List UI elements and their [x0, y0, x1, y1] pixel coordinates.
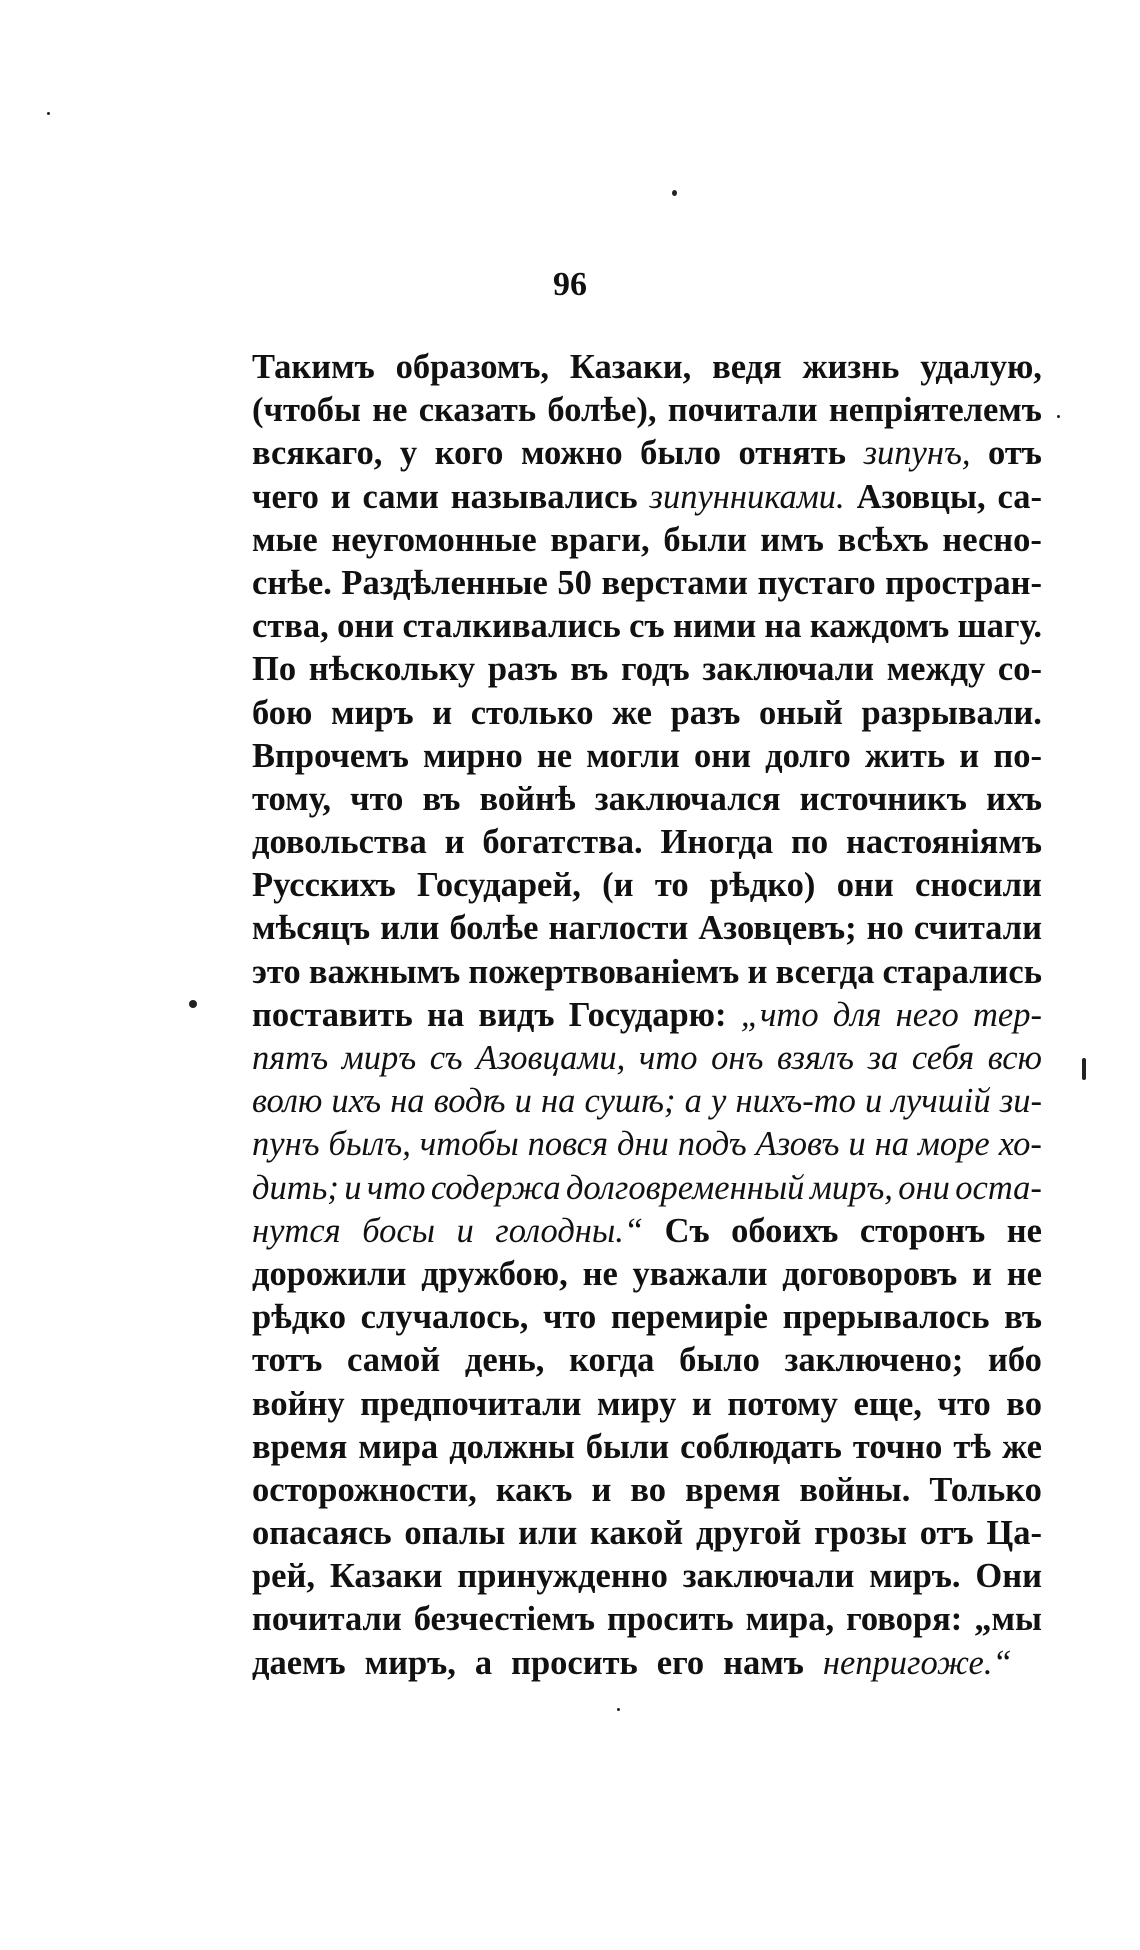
word: ихъ — [331, 1082, 382, 1121]
word: войны. — [799, 1470, 911, 1509]
word: почитали — [667, 391, 818, 430]
word: у — [711, 1082, 727, 1121]
word: болѣе — [449, 909, 539, 948]
word: зипунъ, — [863, 434, 971, 473]
word: на — [874, 1125, 909, 1164]
word: и — [330, 477, 351, 516]
word: по — [791, 823, 829, 862]
word: во — [1006, 1384, 1042, 1423]
word: безчестіемъ — [413, 1600, 595, 1639]
word: нутся — [252, 1211, 341, 1250]
body-text — [252, 346, 1042, 1685]
word: что — [350, 779, 404, 818]
word: и — [344, 1168, 362, 1207]
word: заключено; — [784, 1341, 964, 1380]
word: са- — [997, 477, 1042, 516]
word: прерывалось — [782, 1298, 990, 1337]
word: имъ — [760, 520, 824, 559]
word: не — [1006, 1254, 1042, 1293]
word: Ца- — [986, 1514, 1042, 1553]
word: могли — [586, 736, 680, 775]
word: тер- — [972, 995, 1042, 1034]
word: Впрочемъ — [252, 736, 409, 775]
scan-speck — [189, 1000, 197, 1008]
word: предпочитали — [360, 1384, 582, 1423]
word: дить; — [252, 1168, 339, 1207]
text-line — [252, 432, 1042, 475]
text-line — [252, 605, 1042, 648]
word: еще, — [853, 1384, 922, 1423]
word: день, — [464, 1341, 545, 1380]
scan-speck — [672, 190, 677, 196]
text-line — [252, 1037, 1042, 1080]
word: что — [937, 1384, 991, 1423]
word: рѣдко — [252, 1298, 347, 1337]
word: сторонъ — [859, 1211, 986, 1250]
word: старались — [882, 952, 1042, 991]
word: мирно — [423, 736, 523, 775]
word: его — [656, 1643, 705, 1682]
text-line — [252, 1383, 1042, 1426]
word: почитали — [252, 1600, 402, 1639]
word: какъ — [495, 1470, 573, 1509]
text-line — [252, 648, 1042, 691]
word: каждомъ — [809, 607, 950, 646]
word: чтобы — [419, 1125, 519, 1164]
text-line — [252, 951, 1042, 994]
word: отъ — [988, 434, 1042, 473]
text-line — [252, 519, 1042, 562]
word: перемиріе — [610, 1298, 768, 1337]
word: (и — [602, 866, 634, 905]
word: можно — [521, 434, 623, 473]
word: (чтобы — [252, 391, 361, 430]
word: миру — [596, 1384, 677, 1423]
word: по- — [993, 736, 1042, 775]
word: сами — [362, 477, 439, 516]
word: пожертвованіемъ — [468, 952, 740, 991]
text-line — [252, 562, 1042, 605]
word: когда — [569, 1341, 655, 1380]
word: довольства — [252, 823, 427, 862]
word: водѣ — [433, 1082, 506, 1121]
word: миръ, — [809, 1168, 893, 1207]
text-line — [252, 1598, 1042, 1641]
word: зи- — [999, 1082, 1042, 1121]
word: заключали — [682, 1557, 855, 1596]
text-line — [252, 1296, 1042, 1339]
word: взялъ — [777, 1039, 854, 1077]
word: были — [585, 1427, 670, 1466]
word: и — [747, 952, 768, 991]
word: и — [456, 1211, 474, 1250]
text-line — [252, 1642, 1042, 1685]
word: ибо — [988, 1341, 1042, 1380]
word: Казаки, — [569, 348, 692, 386]
word: ства, — [252, 607, 329, 646]
word: съ — [629, 607, 665, 646]
word: онъ — [711, 1039, 764, 1077]
word: это — [252, 952, 301, 991]
text-line — [252, 864, 1042, 907]
text-line — [252, 1426, 1042, 1469]
word: сушѣ; — [584, 1082, 676, 1121]
word: поставить — [252, 995, 413, 1034]
word: отнять — [738, 434, 846, 473]
word: Государей, — [417, 866, 581, 905]
word: болѣе), — [547, 391, 657, 430]
scan-speck — [617, 1708, 620, 1711]
word: случалось, — [360, 1298, 529, 1337]
word: и — [691, 1384, 712, 1423]
word: назывались — [450, 477, 638, 516]
word: удалую, — [920, 348, 1042, 386]
word: они — [836, 866, 894, 905]
word: Казаки — [329, 1557, 443, 1596]
word: море — [917, 1125, 990, 1164]
word: Они — [975, 1557, 1042, 1596]
word: хо- — [998, 1125, 1042, 1164]
word: пятъ — [252, 1039, 329, 1077]
word: на — [541, 1082, 576, 1121]
word: и — [514, 1082, 532, 1121]
word: на — [390, 1082, 425, 1121]
word: какой — [590, 1514, 684, 1553]
word: отъ — [919, 1514, 974, 1553]
word: не — [536, 736, 573, 775]
word: оный — [758, 693, 843, 732]
word: образомъ, — [395, 348, 550, 386]
word: миръ — [341, 1039, 417, 1077]
word: заключался — [594, 779, 781, 818]
word: и — [444, 823, 465, 862]
word: войну — [252, 1384, 345, 1423]
word: враги, — [550, 520, 650, 559]
word: видъ — [478, 995, 555, 1034]
word: ихъ — [986, 779, 1042, 818]
word: важнымъ — [308, 952, 461, 991]
word: же — [1002, 1427, 1042, 1466]
text-line — [252, 994, 1042, 1037]
text-line — [252, 1512, 1042, 1555]
word: говоря: — [846, 1600, 963, 1639]
word: въ — [570, 650, 609, 689]
text-line — [252, 1123, 1042, 1166]
word: они — [337, 607, 395, 646]
word: По — [252, 650, 297, 689]
word: считали — [913, 909, 1042, 948]
text-line — [252, 778, 1042, 821]
word: не — [1006, 1211, 1042, 1250]
word: неугомонные — [331, 520, 537, 559]
word: Азовцами, — [476, 1039, 626, 1077]
word: миръ. — [869, 1557, 961, 1596]
word: Азовцевъ; — [698, 909, 857, 948]
word: Азовцы, — [856, 477, 986, 516]
word: оста- — [955, 1168, 1042, 1207]
word: потому — [727, 1384, 838, 1423]
scan-speck — [47, 112, 50, 115]
word: кого — [434, 434, 504, 473]
word: а — [684, 1082, 702, 1121]
text-line — [252, 735, 1042, 778]
word: не — [582, 1254, 618, 1293]
word: и — [432, 693, 453, 732]
word: лучшій — [891, 1082, 991, 1121]
word: во — [630, 1470, 667, 1509]
text-line — [252, 1555, 1042, 1598]
word: должны — [449, 1427, 575, 1466]
text-line — [252, 1469, 1042, 1512]
text-line — [252, 821, 1042, 864]
word: грозы — [814, 1514, 907, 1553]
text-line — [252, 1253, 1042, 1296]
word: для — [832, 995, 882, 1034]
word: за — [867, 1039, 899, 1077]
word: на — [427, 995, 465, 1034]
word: Только — [929, 1470, 1042, 1509]
word: между — [886, 650, 986, 689]
word: было — [679, 1341, 760, 1380]
word: что — [366, 1168, 426, 1207]
word: мые — [252, 520, 318, 559]
word: наглости — [548, 909, 689, 948]
word: столько — [470, 693, 594, 732]
word: или — [380, 909, 440, 948]
word: но — [866, 909, 904, 948]
word: разъ — [487, 650, 558, 689]
word: время — [685, 1470, 781, 1509]
word: что — [638, 1039, 698, 1077]
word: мира — [358, 1427, 439, 1466]
word: точно — [852, 1427, 943, 1466]
word: долговременный — [565, 1168, 805, 1207]
word: себя — [911, 1039, 975, 1077]
word: нихъ-то — [735, 1082, 856, 1121]
word: содержа — [430, 1168, 561, 1207]
word: и — [591, 1470, 612, 1509]
word: несно- — [942, 520, 1042, 559]
word: обоихъ — [731, 1211, 839, 1250]
word: дорожили — [252, 1254, 407, 1293]
scan-speck — [1057, 415, 1060, 418]
text-line — [252, 692, 1042, 735]
word: жить — [865, 736, 946, 775]
word: мѣсяцъ — [252, 909, 371, 948]
word: просить — [511, 1643, 638, 1682]
text-line — [252, 1167, 1042, 1210]
word: зипунниками. — [649, 477, 845, 516]
word: ними — [672, 607, 757, 646]
word: а — [474, 1643, 493, 1682]
word: Иногда — [660, 823, 774, 862]
word: осторожности, — [252, 1470, 477, 1509]
word: настояніямъ — [846, 823, 1042, 862]
word: годъ — [620, 650, 690, 689]
word: опалы — [404, 1514, 506, 1553]
word: простран- — [885, 563, 1042, 602]
word: на — [764, 607, 802, 646]
word: соблюдать — [680, 1427, 842, 1466]
word: или — [518, 1514, 578, 1553]
word: сносили — [915, 866, 1042, 905]
text-line — [252, 476, 1042, 519]
word: ведя — [712, 348, 782, 386]
word: Такимъ — [252, 348, 375, 386]
word: былъ, — [328, 1125, 411, 1164]
word: разрывали. — [861, 693, 1042, 732]
word: тотъ — [252, 1341, 323, 1380]
word: съ — [429, 1039, 463, 1077]
word: войнѣ — [479, 779, 576, 818]
word: Государю: — [568, 995, 727, 1034]
word: они — [693, 736, 751, 775]
word: чего — [252, 477, 319, 516]
word: волю — [252, 1082, 323, 1121]
word: миръ — [330, 693, 414, 732]
text-line — [252, 346, 1042, 389]
word: „что — [740, 995, 819, 1034]
word: богатства. — [482, 823, 643, 862]
word: другой — [695, 1514, 802, 1553]
scan-speck — [1082, 1058, 1086, 1080]
word: въ — [422, 779, 461, 818]
word: были — [663, 520, 747, 559]
word: мира, — [745, 1600, 835, 1639]
word: самой — [347, 1341, 441, 1380]
word: всякаго, — [252, 434, 383, 473]
word: дружбою, — [421, 1254, 568, 1293]
word: заключали — [702, 650, 874, 689]
word: Раздѣленные — [341, 563, 548, 602]
word: него — [895, 995, 959, 1034]
word: и — [972, 1254, 992, 1293]
word: жизнь — [802, 348, 900, 386]
word: повся — [527, 1125, 609, 1164]
word: всегда — [775, 952, 875, 991]
word: со- — [997, 650, 1042, 689]
word: принужденно — [457, 1557, 668, 1596]
text-line — [252, 389, 1042, 432]
word: разъ — [670, 693, 741, 732]
word: въ — [1004, 1298, 1042, 1337]
word: что — [543, 1298, 597, 1337]
word: дни — [616, 1125, 669, 1164]
word: и — [959, 736, 980, 775]
word: пустаго — [757, 563, 876, 602]
word: бою — [252, 693, 313, 732]
word: всѣхъ — [837, 520, 929, 559]
word: Русскихъ — [252, 866, 396, 905]
word: было — [640, 434, 721, 473]
word: рей, — [252, 1557, 316, 1596]
word: не — [372, 391, 408, 430]
word: тому, — [252, 779, 332, 818]
word: пунъ — [252, 1125, 320, 1164]
word: источникъ — [799, 779, 967, 818]
word: же — [612, 693, 652, 732]
text-line — [252, 907, 1042, 950]
word: опасаясь — [252, 1514, 392, 1553]
text-line — [252, 1210, 1042, 1253]
word: миръ, — [364, 1643, 456, 1682]
word: сталкивались — [402, 607, 621, 646]
word: босы — [362, 1211, 436, 1250]
word: сказать — [418, 391, 537, 430]
word: договоровъ — [782, 1254, 958, 1293]
word: и — [865, 1082, 883, 1121]
word: у — [399, 434, 418, 473]
word: тѣ — [953, 1427, 992, 1466]
text-line — [252, 1080, 1042, 1123]
word: и — [848, 1125, 866, 1164]
word: голодны.“ — [495, 1211, 644, 1250]
word: просить — [606, 1600, 734, 1639]
word: уважали — [632, 1254, 768, 1293]
word: всю — [987, 1039, 1042, 1077]
word: нѣскольку — [308, 650, 476, 689]
word: непріятелемъ — [828, 391, 1042, 430]
word: долго — [765, 736, 851, 775]
word: намъ — [723, 1643, 804, 1682]
text-line — [252, 1339, 1042, 1382]
word: то — [654, 866, 689, 905]
word: непригоже.“ — [822, 1643, 1012, 1682]
word: снѣе. — [252, 563, 332, 602]
word: подъ — [677, 1125, 747, 1164]
word: они — [898, 1168, 950, 1207]
word: 50 — [557, 563, 592, 602]
word: шагу. — [957, 607, 1042, 646]
word: „мы — [974, 1600, 1042, 1639]
word: верстами — [601, 563, 748, 602]
word: даемъ — [252, 1643, 346, 1682]
word: Съ — [664, 1211, 710, 1250]
word: Азовъ — [755, 1125, 840, 1164]
word: время — [252, 1427, 348, 1466]
page-number: 96 — [553, 266, 587, 303]
word: рѣдко) — [709, 866, 816, 905]
